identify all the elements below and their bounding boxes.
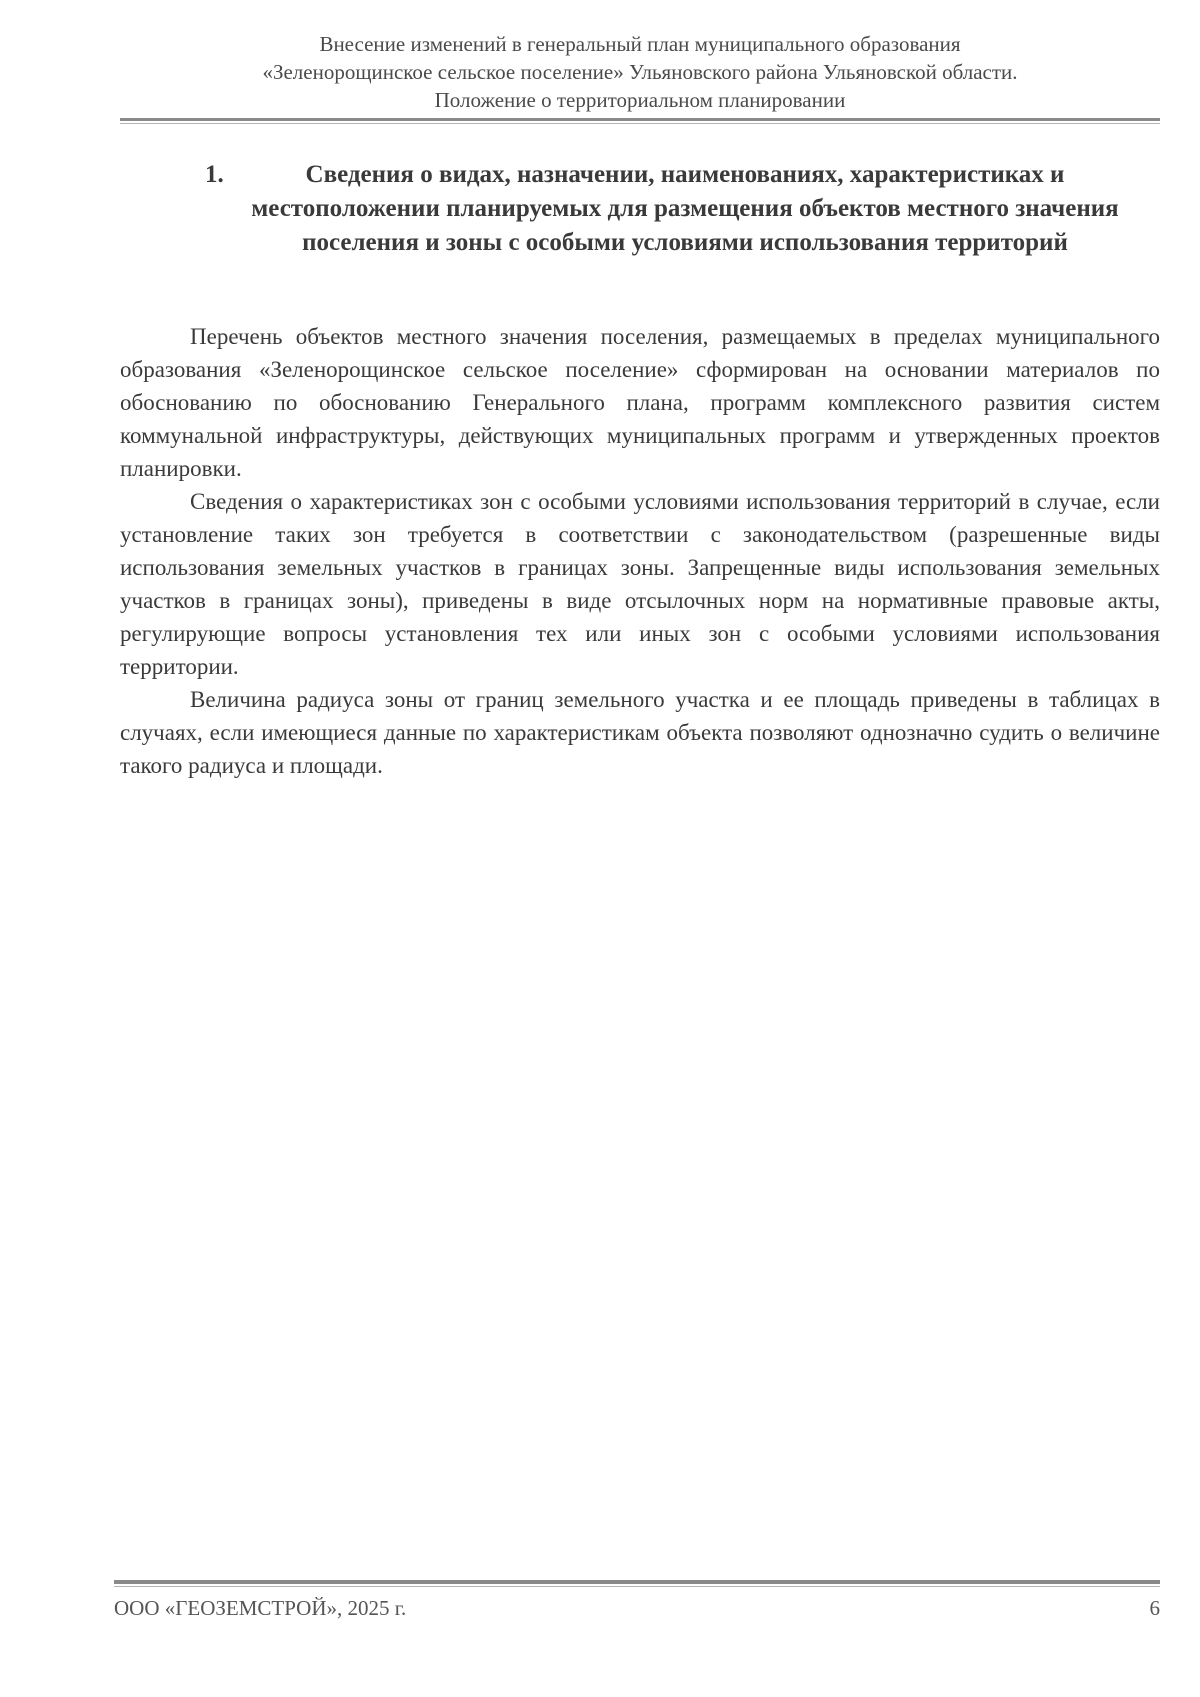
section-title: Сведения о видах, назначении, наименованиях, характеристиках и местоположении планируемых для размещения объектов местного значения поселения и зоны с особыми условиями использования территорий (251, 161, 1119, 256)
paragraph-2: Сведения о характеристиках зон с особыми условиями использования территорий в случае, если установление таких зон требуется в соответствии с законодательством (разрешенные виды использования земельных участков в границах зоны. Запрещенные виды использования земельных участков в границах зоны), приведены в виде отсылочных норм на нормативные правовые акты, регулирующие вопросы установления тех или иных зон с особыми условиями использования территории. (120, 489, 1160, 679)
footer-divider (114, 1580, 1160, 1587)
paragraph-3: Величина радиуса зоны от границ земельного участка и ее площадь приведены в таблицах в случаях, если имеющиеся данные по характеристикам объекта позволяют однозначно судить о величине такого радиуса и площади. (120, 687, 1160, 778)
page-header (120, 30, 1160, 114)
body-text (120, 320, 1160, 782)
header-line-3: Положение о территориальном планировании (434, 88, 846, 112)
page-number: 6 (1149, 1596, 1160, 1620)
header-divider (120, 118, 1160, 124)
section-number: 1. (205, 161, 224, 188)
header-line-2: «Зеленорощинское сельское поселение» Ульяновского района Ульяновской области. (262, 60, 1018, 84)
paragraph-1: Перечень объектов местного значения поселения, размещаемых в пределах муниципального образования «Зеленорощинское сельское поселение» сформирован на основании материалов по обоснованию по обоснованию Генерального плана, программ комплексного развития систем коммунальной инфраструктуры, действующих муниципальных программ и утвержденных проектов планировки. (120, 324, 1160, 481)
section-heading (205, 158, 1125, 260)
footer-company: ООО «ГЕОЗЕМСТРОЙ», 2025 г. (114, 1596, 407, 1620)
header-line-1: Внесение изменений в генеральный план муниципального образования (319, 32, 961, 56)
